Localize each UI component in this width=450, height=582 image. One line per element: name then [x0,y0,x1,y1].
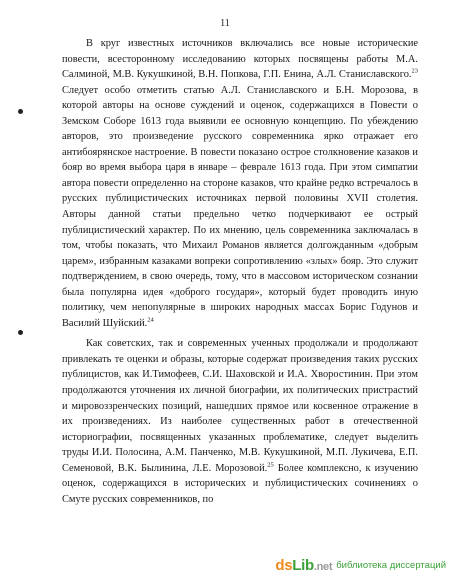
document-body [62,36,418,507]
page-number: 11 [220,18,230,29]
footnote-ref[interactable]: 24 [147,316,154,324]
watermark-logo: dsLib.net [275,556,333,574]
watermark[interactable] [275,552,446,578]
paragraph-text: Как советских, так и современных ученных продолжали и продолжают привлекать те оценки и образы, которые содержат произведения таких русских публицистов, как И.Тимофеев, С.И. Шаховской и И.А. Хворостинин. При этом продолжаются уточнения их личной биографии, их политических пристрастий и мировоззренческих позиций, нашедших прямое или косвенное отражение в их произведениях. Из наиболее существенных работ в отечественной историографии, посвященных указанных проблематике, следует выделить труды И.И. Полосина, А.М. Панченко, М.В. Кукушкиной, М.П. Лукичева, Е.П. Семеновой, В.К. Былинина, Л.Е. Морозовой. [62,338,418,474]
paragraph-text: Более комплексно, к изучению оценок, содержащихся в исторических и публицистических сочинениях о Смуте русских современников, по [62,462,418,505]
margin-mark [18,330,23,335]
paragraph [62,36,418,331]
footnote-ref[interactable]: 23 [411,67,418,75]
paragraph [62,336,418,507]
paragraph-text: Следует особо отметить статью А.Л. Станиславского и Б.Н. Морозова, в которой авторы на основе суждений и оценок, содержащихся в Повести о Земском Соборе 1613 года выявили ее основную концепцию. По убеждению авторов, это произведение русского современника ярко отражает его антибоярянское настроение. В повести показано острое столкновение казаков и бояр во время выбора царя в январе – феврале 1613 года. При этом симпатии автора повести определенно на стороне казаков, что крайне редко встречалось в русских публицистических источниках первой половины XVII столетия. Авторы данной статьи предельно четко подчеркивают ее острый публицистический характер. По их мнению, цель современника заключалась в том, чтобы показать, что Михаил Романов является долгожданным «добрым царем», избранным казаками вопреки сопротивлению «злых» бояр. Это служит подтверждением, в свою очередь, тому, что в массовом историческом сознании была популярна идея «доброго государя», который будет проводить иную политику, чем непопулярные в широких народных массах Борис Годунов и Василий Шуйский. [62,84,418,329]
paragraph-text: В круг известных источников включались все новые исторические повести, всесторонному исследованию которых посвящены работы М.А. Салминой, М.В. Кукушкиной, В.Н. Попкова, Г.П. Енина, А.Л. Станиславского. [62,38,418,81]
margin-mark [18,109,23,114]
footnote-ref[interactable]: 25 [267,461,274,469]
watermark-caption: библиотека диссертаций [336,559,446,571]
